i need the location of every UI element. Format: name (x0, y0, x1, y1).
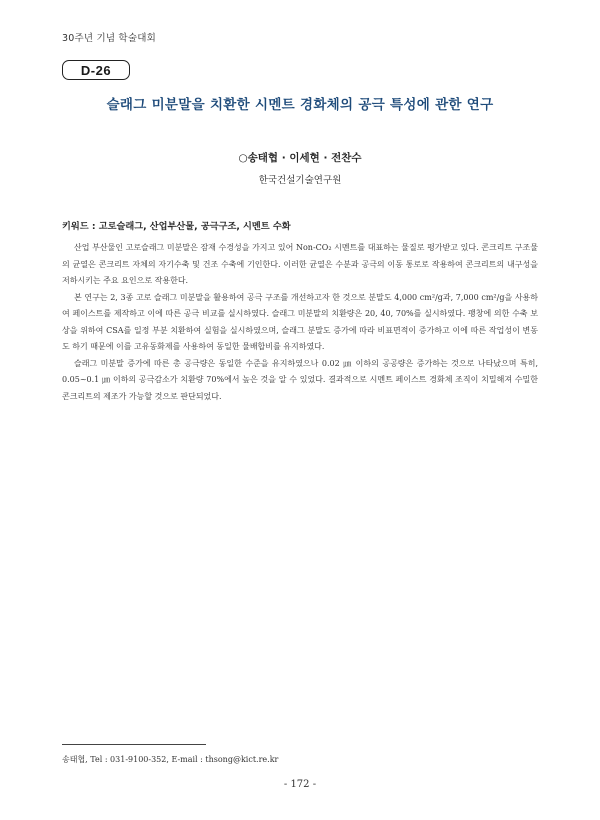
paper-title: 슬래그 미분말을 치환한 시멘트 경화체의 공극 특성에 관한 연구 (106, 97, 494, 113)
abstract-paragraph-3: 슬래그 미분말 증가에 따른 총 공극량은 동일한 수준을 유지하였으나 0.02 ㎛ 이하의 공공량은 증가하는 것으로 나타났으며 특히, 0.05~0.1 ㎛ 이하의 공극감소가 치환량 70%에서 높은 것을 알 수 있었다. 결과적으로 시멘트 페이스트 경화체 조직이 치밀해져 수밀한 콘크리트의 제조가 가능할 것으로 판단되었다. (62, 358, 538, 401)
paper-authors: ○송태협 · 이세현 · 전찬수 (238, 152, 362, 164)
paper-keywords: 키워드 : 고로슬래그, 산업부산물, 공극구조, 시멘트 수화 (62, 221, 291, 232)
paper-abstract (62, 240, 538, 405)
page-number: - 172 - (283, 779, 317, 790)
conference-header: 30주년 기념 학술대회 (62, 33, 156, 44)
paper-affiliation: 한국건설기술연구원 (258, 175, 342, 186)
author-contact-footnote: 송태협, Tel : 031-9100-352, E-mail : thsong@kict.re.kr (62, 755, 279, 764)
paper-code-badge: D-26 (62, 60, 130, 80)
abstract-paragraph-2: 본 연구는 2, 3종 고로 슬래그 미분말을 활용하여 공극 구조를 개선하고자 한 것으로 분말도 4,000 cm²/g과, 7,000 cm²/g을 사용하여 페이스트를 제작하고 이에 따른 공극 비교를 실시하였다. 슬래그 미분말의 치환량은 20, 40, 70%를 실시하였다. 팽창에 의한 수축 보상을 위하여 CSA를 일정 부분 치환하여 실험을 실시하였으며, 슬래그 분말도 증가에 따라 비표면적이 증가하고 이에 따른 작업성이 변동도 하기 때문에 이를 고유동화제를 사용하여 동일한 물배합비를 유지하였다. (62, 292, 538, 351)
abstract-paragraph-1: 산업 부산물인 고로슬래그 미분말은 잠재 수경성을 가지고 있어 Non-CO₂ 시멘트를 대표하는 물질로 평가받고 있다. 콘크리트 구조물의 균열은 콘크리트 자체의 자기수축 및 건조 수축에 기인한다. 이러한 균열은 수분과 공극의 이동 통로로 작용하여 콘크리트의 내구성을 저하시키는 주요 요인으로 작용한다. (62, 243, 538, 285)
footnote-divider (62, 744, 206, 745)
